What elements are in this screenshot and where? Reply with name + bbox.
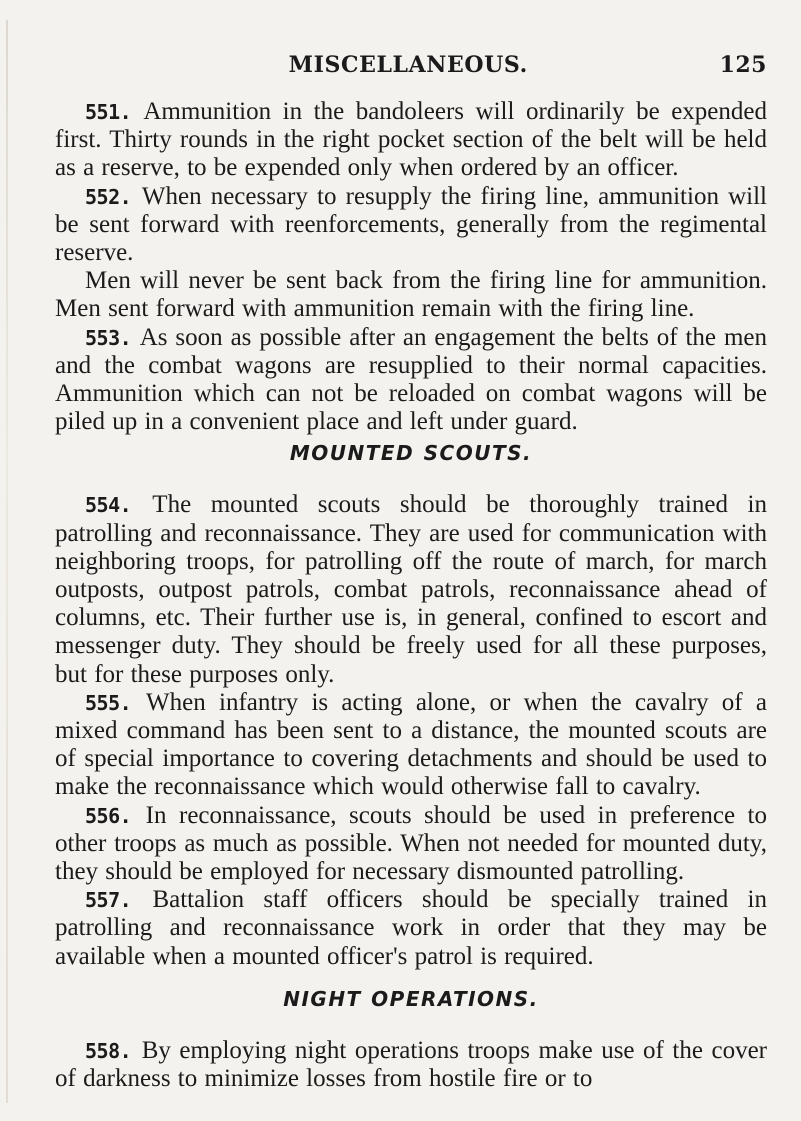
paragraph-number: 552. bbox=[85, 184, 132, 209]
paragraph-558 bbox=[55, 1037, 767, 1093]
paragraph-number: 554. bbox=[85, 493, 132, 518]
paragraph-number: 553. bbox=[85, 325, 132, 350]
paragraph-text: Ammunition in the bandoleers will ordinarily be expended first. Thirty rounds in the right pocket section of the belt will be held as a reserve, to be expended only when ordered by an officer. bbox=[55, 98, 767, 182]
running-head bbox=[55, 52, 767, 78]
section-heading-mounted-scouts: MOUNTED SCOUTS. bbox=[289, 441, 533, 466]
page-title: MISCELLANEOUS. bbox=[288, 52, 528, 78]
paragraph-text: Battalion staff officers should be specially trained in patrolling and reconnaissance work in order that they may be available when a mounted officer's patrol is required. bbox=[55, 886, 767, 970]
paragraph-554 bbox=[55, 491, 767, 688]
paragraph-text: When necessary to resupply the firing line, ammunition will be sent forward with reenforcements, generally from the regimental reserve. bbox=[55, 182, 767, 267]
page-number: 125 bbox=[719, 52, 767, 78]
paragraph-552 bbox=[55, 183, 767, 268]
paragraph-number: 556. bbox=[85, 803, 132, 828]
paragraph-556 bbox=[55, 802, 767, 887]
paragraph-text: By employing night operations troops make use of the cover of darkness to minimize losses from hostile fire or to bbox=[55, 1036, 768, 1093]
paragraph-number: 555. bbox=[85, 690, 132, 715]
body-text bbox=[55, 98, 767, 1093]
paragraph-553 bbox=[55, 324, 767, 437]
paragraph-number: 557. bbox=[85, 888, 132, 913]
paragraph-text: In reconnaissance, scouts should be used in preference to other troops as much as possible. When not needed for mounted duty, they should be employed for necessary dismounted patrolling. bbox=[55, 801, 767, 886]
paragraph-number: 558. bbox=[85, 1038, 132, 1063]
paragraph-number: 551. bbox=[85, 100, 132, 124]
paragraph-text: As soon as possible after an engagement the belts of the men and the combat wagons are resupplied to their normal capacities. Ammunition which can not be reloaded on combat wagons will be piled up in a convenient place and left under guard. bbox=[55, 323, 767, 436]
paragraph-552-continued bbox=[55, 267, 767, 323]
paragraph-text: The mounted scouts should be thoroughly trained in patrolling and reconnaissance. They are used for communication with neighboring troops, for patrolling off the route of march, for march outposts, outpost patrols, combat patrols, reconnaissance ahead of columns, etc. Their further use is, in general, confined to escort and messenger duty. They should be freely used for all these purposes, but for these purposes only. bbox=[55, 491, 767, 688]
paragraph-555 bbox=[55, 689, 767, 802]
section-heading-night-operations: NIGHT OPERATIONS. bbox=[283, 986, 539, 1011]
paragraph-text: Men will never be sent back from the firing line for ammunition. Men sent forward with ammunition remain with the firing line. bbox=[55, 267, 767, 323]
paragraph-text: When infantry is acting alone, or when the cavalry of a mixed command has been sent to a distance, the mounted scouts are of special importance to covering detachments and should be used to make the reconnaissance which would otherwise fall to cavalry. bbox=[55, 688, 767, 801]
paragraph-551 bbox=[55, 98, 767, 183]
paragraph-557 bbox=[55, 886, 767, 971]
